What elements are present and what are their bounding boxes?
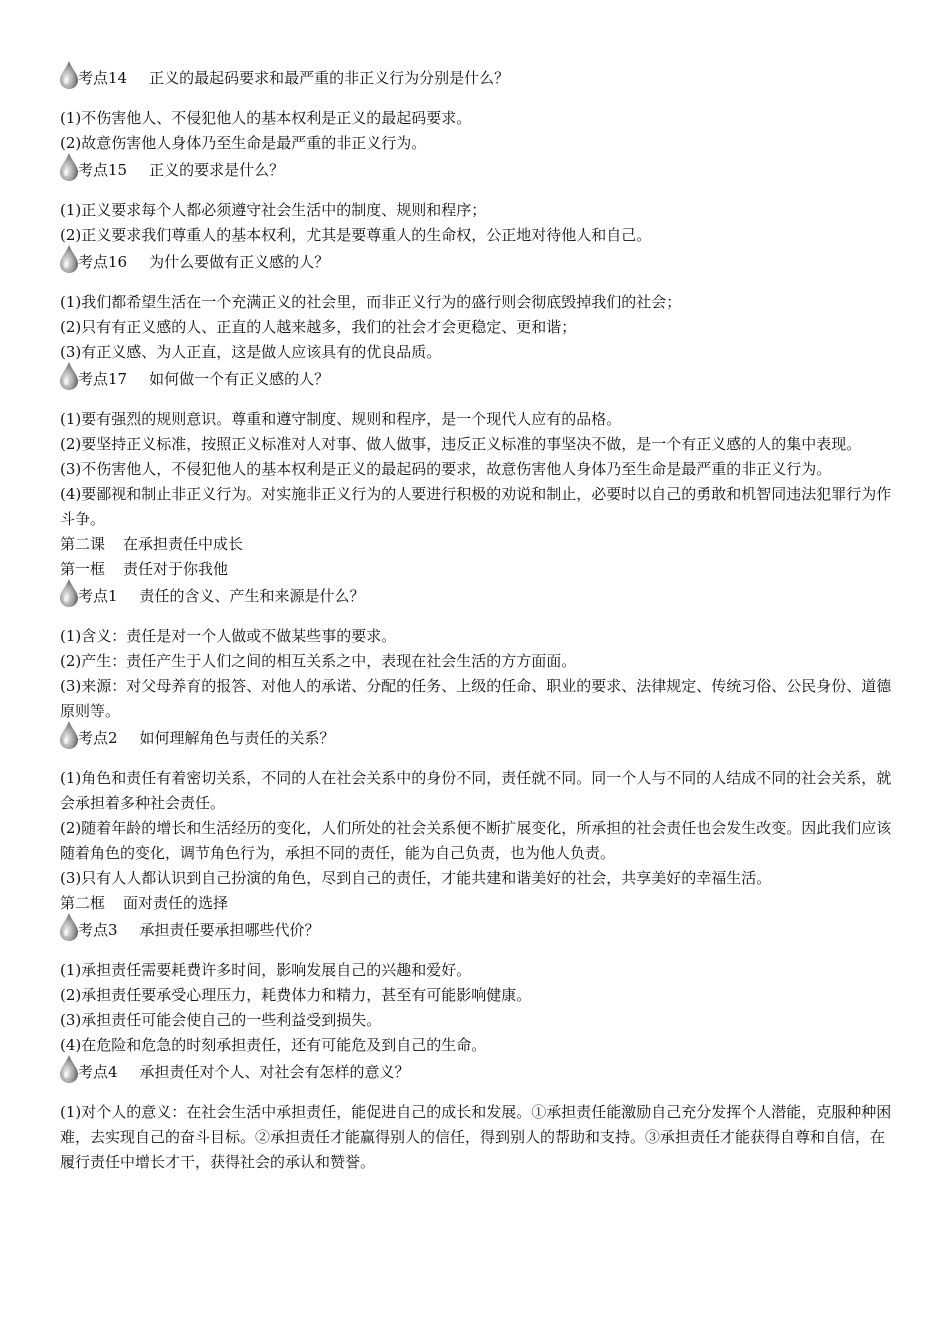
answer-paragraph: (3)只有人人都认识到自己扮演的角色，尽到自己的责任，才能共建和谐美好的社会，共享美好的幸福生活。 [60, 869, 772, 887]
answer-paragraph: (4)在危险和危急的时刻承担责任，还有可能危及到自己的生命。 [60, 1036, 487, 1054]
exam-point-heading [60, 250, 896, 274]
answer-paragraph: (2)正义要求我们尊重人的基本权利，尤其是要尊重人的生命权，公正地对待他人和自己。 [60, 226, 652, 244]
exam-point-question: 正义的要求是什么？ [149, 161, 285, 179]
answer-paragraph: (1)对个人的意义：在社会生活中承担责任，能促进自己的成长和发展。①承担责任能激励自己充分发挥个人潜能，克服种种困难，去实现自己的奋斗目标。②承担责任才能赢得别人的信任，得到别人的帮助和支持。③承担责任才能获得自尊和自信，在履行责任中增长才干，获得社会的承认和赞誉。 [60, 1103, 892, 1171]
answer-paragraph: (3)承担责任可能会使自己的一些利益受到损失。 [60, 1011, 382, 1029]
answer-paragraph: (1)正义要求每个人都必须遵守社会生活中的制度、规则和程序； [60, 201, 487, 219]
exam-point-question: 如何理解角色与责任的关系？ [139, 729, 335, 747]
exam-point-question: 正义的最起码要求和最严重的非正义行为分别是什么？ [149, 69, 510, 87]
answer-paragraph: (1)不伤害他人、不侵犯他人的基本权利是正义的最起码要求。 [60, 109, 472, 127]
exam-point-question: 为什么要做有正义感的人？ [149, 253, 330, 271]
exam-point-label: 考点16 [78, 253, 128, 271]
answer-paragraph: (2)要坚持正义标准，按照正义标准对人对事、做人做事，违反正义标准的事坚决不做，是一个有正义感的人的集中表现。 [60, 435, 862, 453]
exam-point-label: 考点3 [78, 921, 118, 939]
answer-paragraph: (2)随着年龄的增长和生活经历的变化，人们所处的社会关系便不断扩展变化，所承担的社会责任也会发生改变。因此我们应该随着角色的变化，调节角色行为，承担不同的责任，能为自己负责，也为他人负责。 [60, 819, 892, 862]
answer-paragraph: (3)不伤害他人，不侵犯他人的基本权利是正义的最起码的要求，故意伤害他人身体乃至生命是最严重的非正义行为。 [60, 460, 832, 478]
section-title [60, 557, 896, 582]
water-drop-icon [58, 152, 80, 182]
answer-paragraph: (1)含义：责任是对一个人做或不做某些事的要求。 [60, 627, 397, 645]
answer-paragraph: (2)产生：责任产生于人们之间的相互关系之中，表现在社会生活的方方面面。 [60, 652, 577, 670]
answer-paragraph: (1)承担责任需要耗费许多时间，影响发展自己的兴趣和爱好。 [60, 961, 472, 979]
section-label: 第二课 [60, 535, 106, 553]
answer-paragraph: (2)故意伤害他人身体乃至生命是最严重的非正义行为。 [60, 134, 427, 152]
exam-point-heading [60, 367, 896, 391]
exam-point-heading [60, 918, 896, 942]
answer-paragraph: (2)承担责任要承受心理压力，耗费体力和精力，甚至有可能影响健康。 [60, 986, 532, 1004]
exam-point-question: 承担责任对个人、对社会有怎样的意义？ [139, 1063, 410, 1081]
section-title [60, 532, 896, 557]
water-drop-icon [58, 720, 80, 750]
answer-paragraph: (1)角色和责任有着密切关系，不同的人在社会关系中的身份不同，责任就不同。同一个人与不同的人结成不同的社会关系，就会承担着多种社会责任。 [60, 769, 892, 812]
section-label: 第二框 [60, 894, 106, 912]
document-page [60, 64, 896, 1175]
section-name: 责任对于你我他 [123, 560, 229, 578]
water-drop-icon [58, 578, 80, 608]
exam-point-heading [60, 726, 896, 750]
water-drop-icon [58, 60, 80, 90]
exam-point-heading [60, 158, 896, 182]
answer-paragraph: (3)来源：对父母养育的报答、对他人的承诺、分配的任务、上级的任命、职业的要求、法律规定、传统习俗、公民身份、道德原则等。 [60, 677, 892, 720]
exam-point-heading [60, 584, 896, 608]
answer-paragraph: (4)要鄙视和制止非正义行为。对实施非正义行为的人要进行积极的劝说和制止，必要时以自己的勇敢和机智同违法犯罪行为作斗争。 [60, 485, 892, 528]
water-drop-icon [58, 1054, 80, 1084]
section-name: 面对责任的选择 [123, 894, 229, 912]
exam-point-label: 考点14 [78, 69, 128, 87]
exam-point-label: 考点17 [78, 370, 128, 388]
exam-point-question: 责任的含义、产生和来源是什么？ [139, 587, 365, 605]
section-label: 第一框 [60, 560, 106, 578]
section-name: 在承担责任中成长 [123, 535, 244, 553]
answer-paragraph: (1)要有强烈的规则意识。尊重和遵守制度、规则和程序，是一个现代人应有的品格。 [60, 410, 622, 428]
exam-point-label: 考点2 [78, 729, 118, 747]
answer-paragraph: (1)我们都希望生活在一个充满正义的社会里，而非正义行为的盛行则会彻底毁掉我们的社会； [60, 293, 682, 311]
exam-point-question: 如何做一个有正义感的人？ [149, 370, 330, 388]
exam-point-heading [60, 1060, 896, 1084]
water-drop-icon [58, 244, 80, 274]
water-drop-icon [58, 912, 80, 942]
section-title [60, 891, 896, 916]
exam-point-label: 考点1 [78, 587, 118, 605]
water-drop-icon [58, 361, 80, 391]
answer-paragraph: (2)只有有正义感的人、正直的人越来越多，我们的社会才会更稳定、更和谐； [60, 318, 577, 336]
exam-point-label: 考点4 [78, 1063, 118, 1081]
exam-point-heading [60, 66, 896, 90]
exam-point-question: 承担责任要承担哪些代价？ [139, 921, 320, 939]
exam-point-label: 考点15 [78, 161, 128, 179]
answer-paragraph: (3)有正义感、为人正直，这是做人应该具有的优良品质。 [60, 343, 442, 361]
